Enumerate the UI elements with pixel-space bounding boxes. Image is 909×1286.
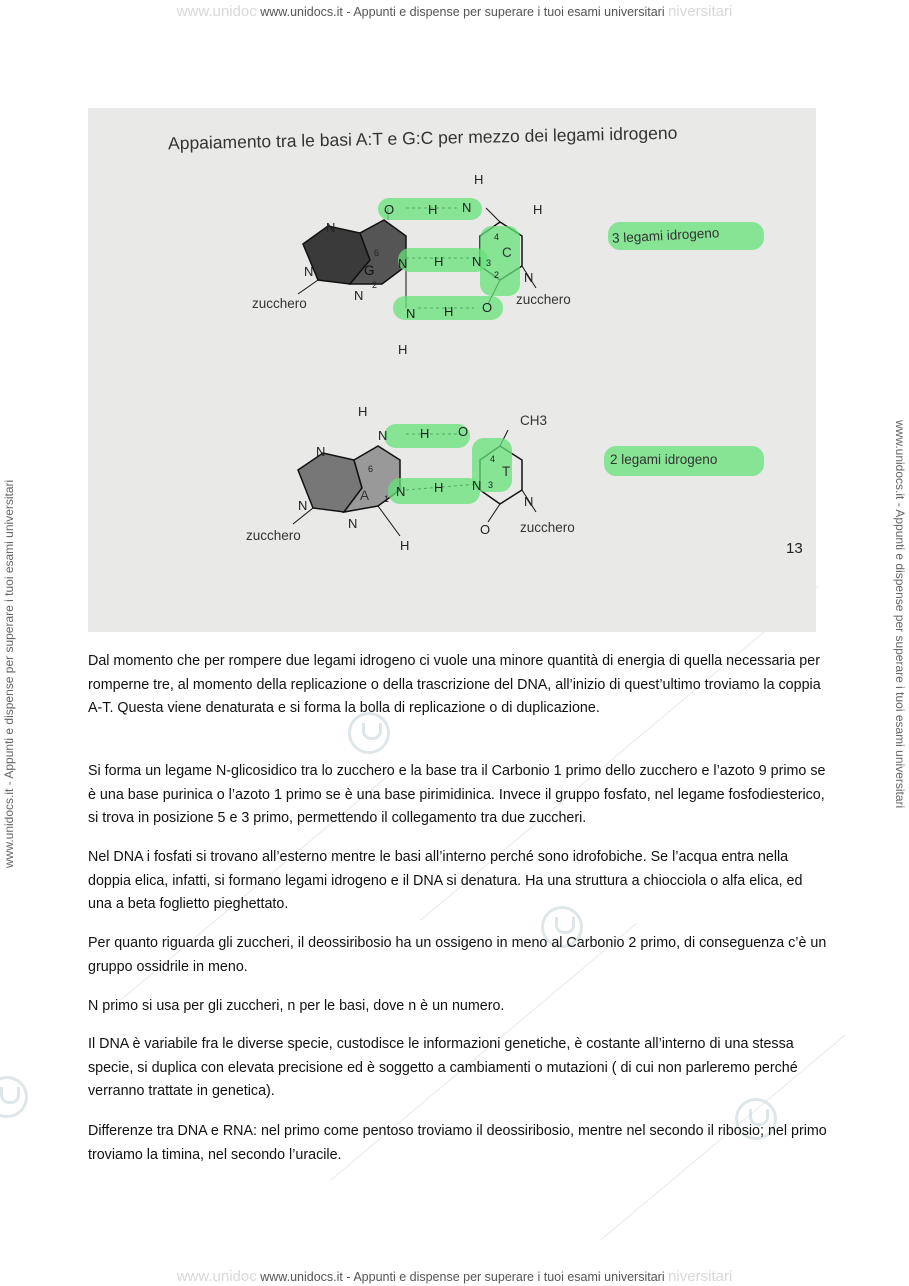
watermark-footer: www.unidoc www.unidocs.it - Appunti e dispense per superare i tuoi esami universitari niversitari bbox=[176, 1268, 733, 1285]
sugar-label-at-right: zucchero bbox=[520, 520, 575, 535]
gc-bond-count: 3 legami idrogeno bbox=[611, 225, 720, 246]
base-pairing-figure bbox=[88, 108, 816, 632]
paragraph: Il DNA è variabile fra le diverse specie, custodisce le informazioni genetiche, è costante all’interno di una stessa specie, si duplica con elevata precisione ed è soggetto a cambiamenti o mutazioni ( di cui non parleremo perché verranno trattate in genetica). bbox=[88, 1036, 798, 1099]
atom-label: H bbox=[434, 254, 444, 269]
at-bond-count: 2 legami idrogeno bbox=[610, 452, 718, 467]
atom-label: N bbox=[298, 498, 308, 513]
atom-label: N bbox=[524, 494, 534, 509]
atom-label: N bbox=[524, 270, 534, 285]
textbook-page-number: 13 bbox=[786, 540, 803, 557]
notes-body bbox=[88, 1120, 828, 1167]
paragraph: Dal momento che per rompere due legami idrogeno ci vuole una minore quantità di energia di quella necessaria per romperne tre, al momento della replicazione o della trascrizione del DNA, all’inizio di quest’ultimo troviamo la coppia A-T. Questa viene denaturata e si forma la bolla di replicazione o di duplicazione. bbox=[88, 653, 821, 716]
paragraph: Si forma un legame N-glicosidico tra lo zucchero e la base tra il Carbonio 1 primo dello zucchero e l’azoto 9 primo se è una base purinica o l’azoto 1 primo se è una base pirimidinica. Invece il gruppo fosfato, nel legame fosfodiesterico, si trova in posizione 5 e 3 primo, permettendo il collegamento tra due zuccheri. bbox=[88, 763, 826, 826]
ring-position: 2 bbox=[372, 280, 378, 290]
ring-position: 1 bbox=[384, 494, 390, 504]
base-c-label: C bbox=[502, 245, 512, 260]
watermark-side-left: www.unidocs.it - Appunti e dispense per superare i tuoi esami universitari bbox=[2, 479, 16, 868]
sugar-label-gc-right: zucchero bbox=[516, 292, 571, 307]
atom-label: N bbox=[326, 220, 336, 235]
notes-body bbox=[88, 650, 828, 721]
ring-position: 3 bbox=[486, 258, 492, 268]
paragraph: Nel DNA i fosfati si trovano all’esterno mentre le basi all’interno perché sono idrofobiche. Se l’acqua entra nella doppia elica, infatti, si formano legami idrogeno e il DNA si denatura. Ha una struttura a chiocciola o alfa elica, ed una a beta foglietto pieghettato. bbox=[88, 849, 803, 912]
notes-body bbox=[88, 932, 828, 979]
figure-caption: Appaiamento tra le basi A:T e G:C per mezzo dei legami idrogeno bbox=[167, 122, 678, 154]
atom-label: O bbox=[384, 202, 395, 217]
unidocs-logo-icon bbox=[0, 1076, 28, 1118]
atom-label: N bbox=[472, 478, 482, 493]
base-pairing-diagram bbox=[88, 108, 816, 632]
atom-label: H bbox=[533, 202, 543, 217]
atom-label: N bbox=[396, 484, 406, 499]
notes-body bbox=[88, 1033, 828, 1104]
base-t-label: T bbox=[502, 464, 511, 479]
notes-body bbox=[88, 846, 828, 917]
atom-label: H bbox=[434, 480, 444, 495]
atom-label: O bbox=[458, 424, 469, 439]
paragraph: Per quanto riguarda gli zuccheri, il deossiribosio ha un ossigeno in meno al Carbonio 2 primo, di conseguenza c’è un gruppo ossidrile in meno. bbox=[88, 935, 827, 975]
notes-body bbox=[88, 760, 828, 831]
atom-label: N bbox=[354, 288, 364, 303]
ring-position: 6 bbox=[368, 464, 374, 474]
atom-label: H bbox=[358, 404, 368, 419]
atom-label: O bbox=[480, 522, 491, 537]
atom-label: H bbox=[398, 342, 408, 357]
atom-label: N bbox=[378, 428, 388, 443]
watermark-side-right: www.unidocs.it - Appunti e dispense per superare i tuoi esami universitari bbox=[893, 420, 907, 809]
watermark-header: www.unidoc www.unidocs.it - Appunti e dispense per superare i tuoi esami universitari niversitari bbox=[176, 3, 733, 20]
atom-label: H bbox=[428, 202, 438, 217]
ring-position: 4 bbox=[490, 454, 496, 464]
atom-label: N bbox=[406, 306, 416, 321]
paragraph: Differenze tra DNA e RNA: nel primo come pentoso troviamo il deossiribosio, mentre nel secondo il ribosio; nel primo troviamo la timina, nel secondo l’uracile. bbox=[88, 1123, 827, 1163]
ring-position: 3 bbox=[488, 480, 494, 490]
base-g-label: G bbox=[364, 263, 375, 278]
paragraph: N primo si usa per gli zuccheri, n per le basi, dove n è un numero. bbox=[88, 998, 505, 1014]
sugar-label-gc-left: zucchero bbox=[252, 296, 307, 311]
atom-label: N bbox=[316, 444, 326, 459]
atom-label: N bbox=[348, 516, 358, 531]
atom-label: N bbox=[472, 254, 482, 269]
ring-position: 2 bbox=[494, 270, 500, 280]
notes-body bbox=[88, 995, 828, 1019]
ring-position: 6 bbox=[374, 248, 380, 258]
atom-label: H bbox=[420, 426, 430, 441]
sugar-label-at-left: zucchero bbox=[246, 528, 301, 543]
ring-position: 4 bbox=[494, 232, 500, 242]
atom-label: H bbox=[400, 538, 410, 553]
base-a-label: A bbox=[360, 488, 370, 503]
methyl-label: CH3 bbox=[520, 413, 548, 428]
atom-label: H bbox=[444, 304, 454, 319]
atom-label: N bbox=[304, 264, 314, 279]
atom-label: H bbox=[474, 172, 484, 187]
atom-label: N bbox=[462, 200, 472, 215]
atom-label: O bbox=[482, 300, 493, 315]
atom-label: N bbox=[398, 256, 408, 271]
